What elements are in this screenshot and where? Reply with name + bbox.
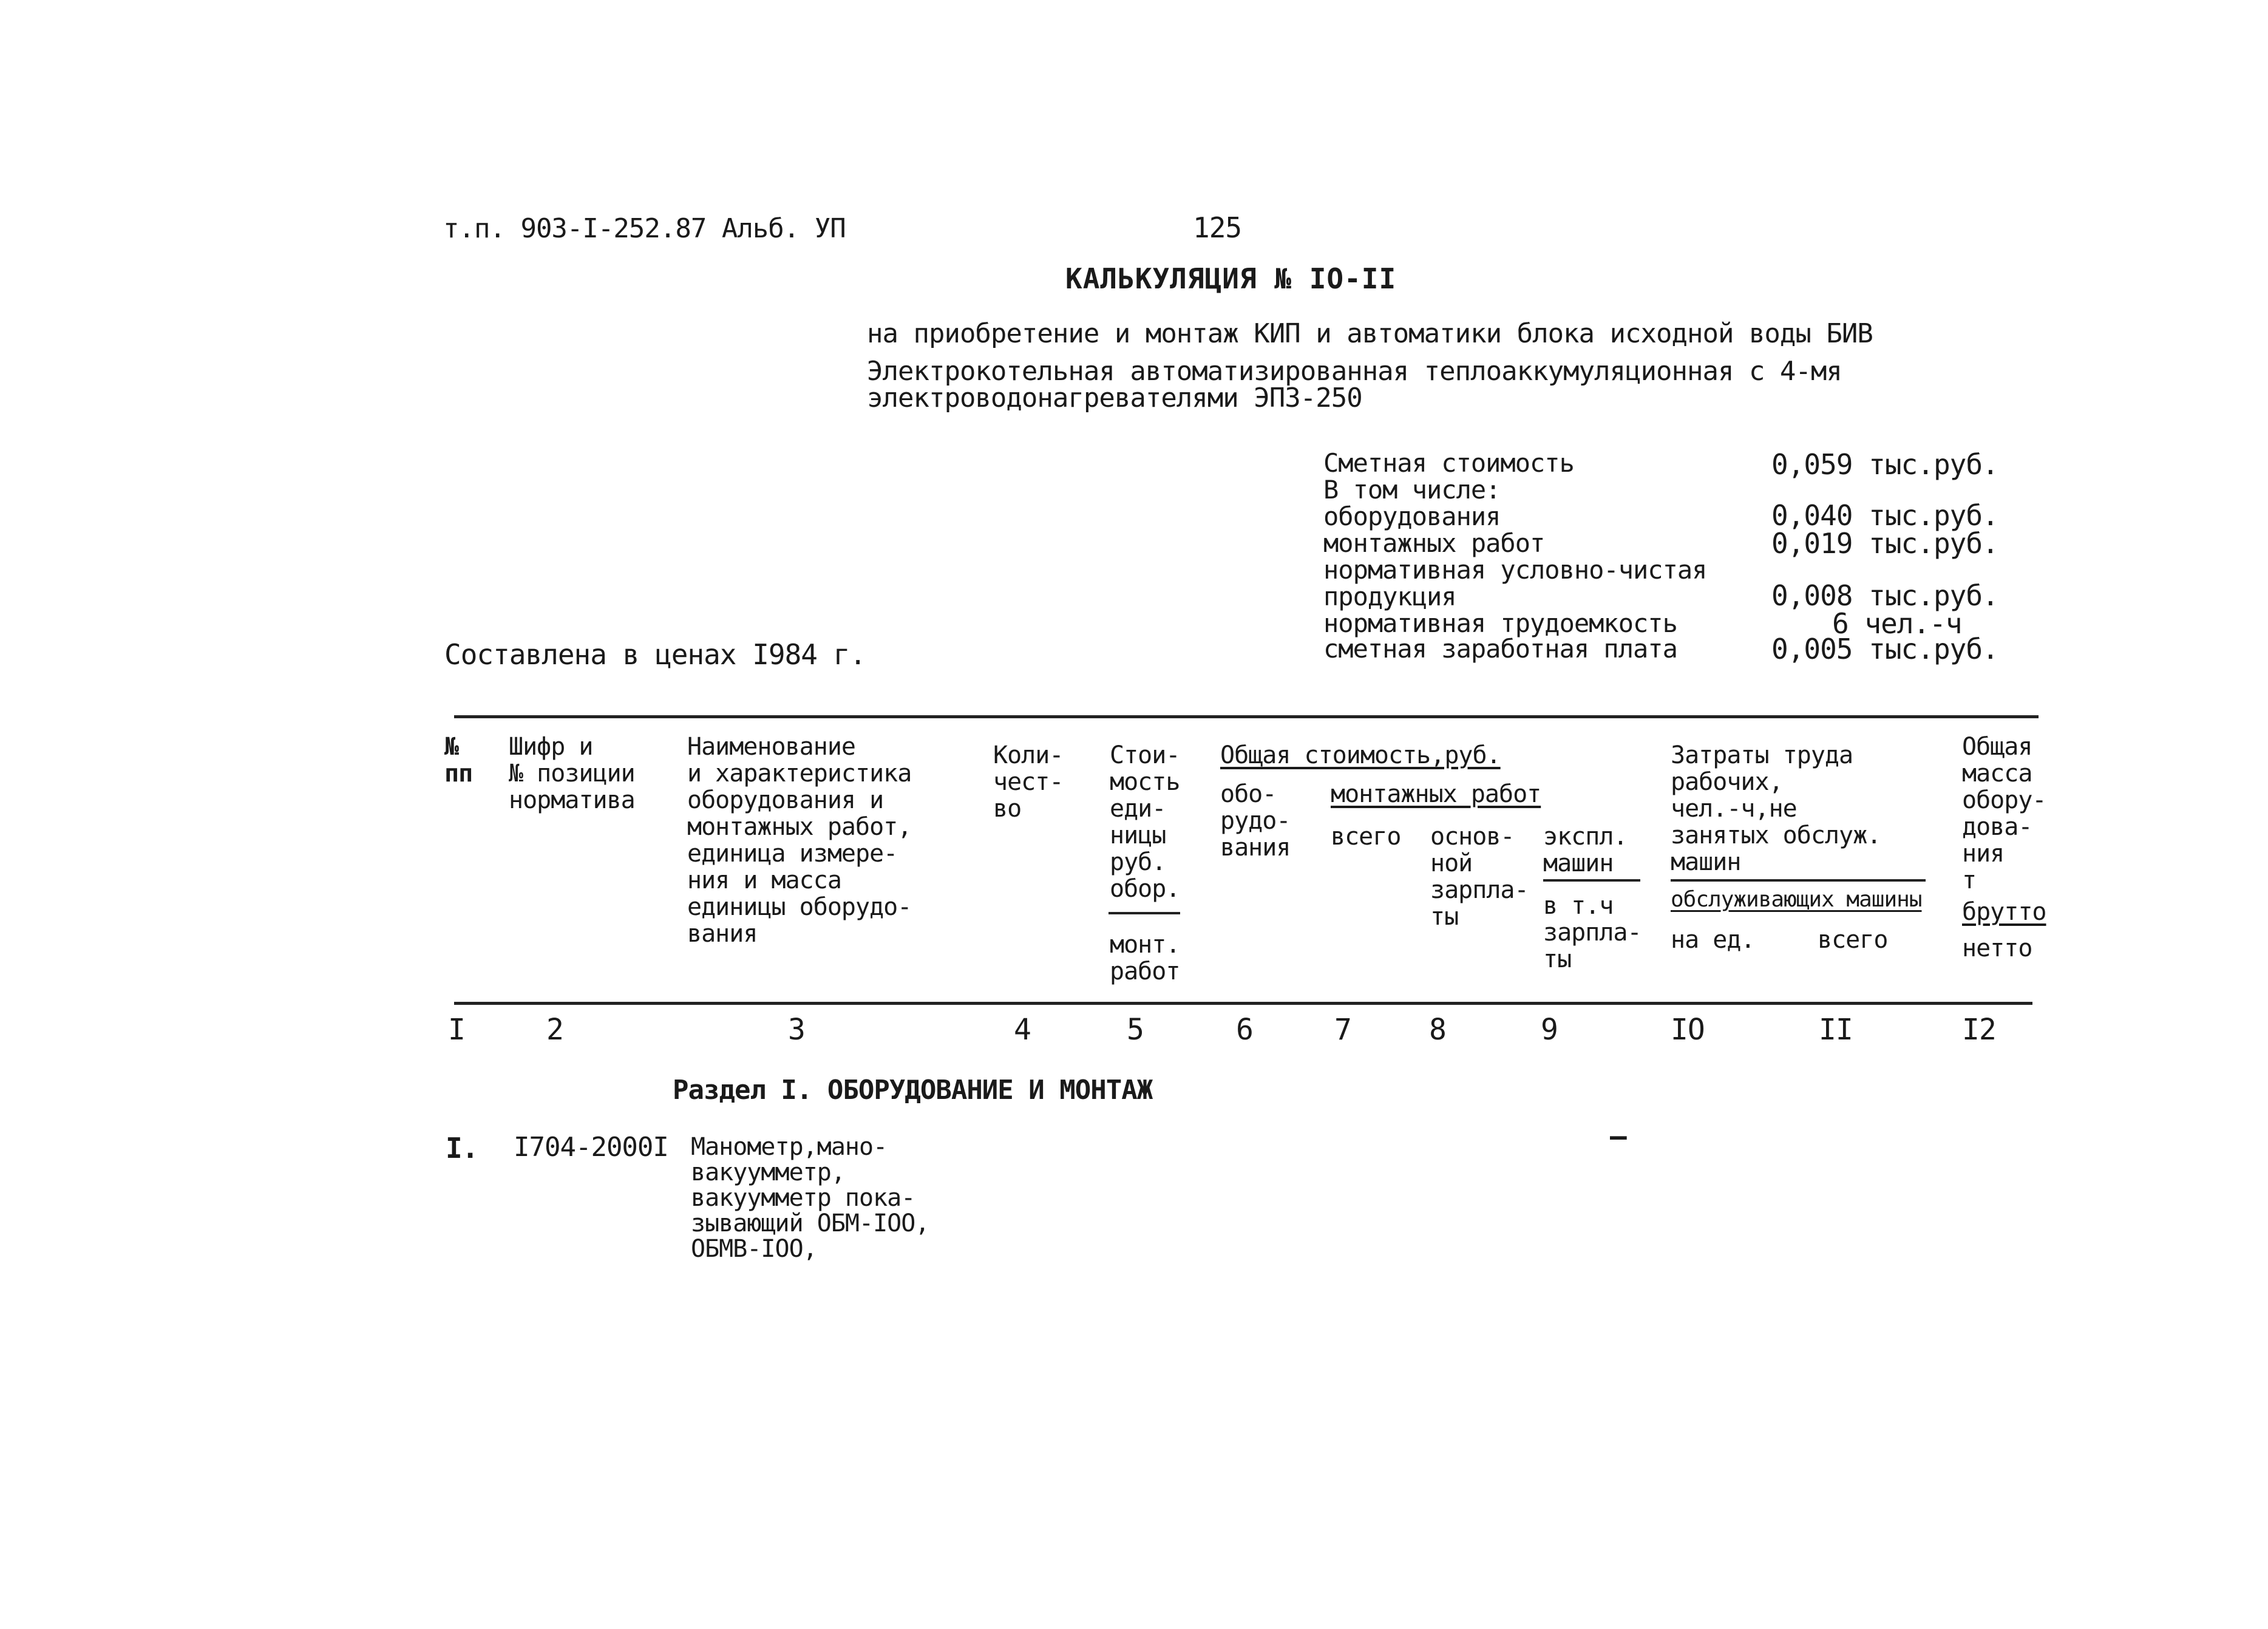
unit-cost-divider	[1109, 912, 1180, 914]
row-code: I704-2000I	[514, 1132, 668, 1163]
subtitle-line-1: на приобретение и монтаж КИП и автоматики блока исходной воды БИВ	[867, 318, 1873, 349]
summary-value: 0,040 тыс.руб.	[1771, 499, 1998, 532]
column-number: I	[448, 1013, 465, 1047]
calculation-title: КАЛЬКУЛЯЦИЯ № IO-II	[1065, 262, 1397, 295]
col-header-quantity: Коли- чест- во	[993, 741, 1064, 823]
page-number: 125	[1193, 211, 1242, 244]
column-number: IO	[1671, 1013, 1705, 1047]
machine-divider	[1543, 879, 1640, 882]
col-header-name: Наименование и характеристика оборудования и монтажных работ, единица измере- ния и масса единицы оборудо- вания	[687, 733, 912, 948]
summary-value: 0,019 тыс.руб.	[1771, 527, 1998, 560]
col-header-net: нетто	[1962, 934, 2032, 962]
summary-label: оборудования	[1323, 502, 1501, 531]
summary-label: нормативная условно-чистая	[1323, 555, 1707, 585]
summary-value: 0,005 тыс.руб.	[1771, 633, 1998, 665]
col-header-total-cost: Общая стоимость,руб.	[1220, 741, 1501, 769]
row-name: Манометр,мано- вакуумметр, вакуумметр пока- зывающий ОБМ-IOO, ОБМВ-IOO,	[691, 1133, 929, 1263]
column-number: 7	[1334, 1013, 1351, 1047]
column-number: 5	[1127, 1013, 1144, 1047]
col-header-unit-cost: Стои- мость еди- ницы руб. обор.	[1110, 741, 1180, 903]
table-top-rule	[454, 715, 2039, 718]
col-header-machine-operation: экспл. машин	[1543, 823, 1628, 877]
summary-label: монтажных работ	[1323, 528, 1545, 558]
summary-label: нормативная трудоемкость	[1323, 608, 1677, 638]
column-number: 2	[546, 1013, 563, 1047]
col-header-labor-machines: обслуживающих машины	[1671, 887, 1922, 912]
row-number: I.	[446, 1132, 478, 1165]
subtitle-line-3: электроводонагревателями ЭПЗ-250	[867, 383, 1362, 413]
row-dash: —	[1610, 1120, 1626, 1152]
document-reference: т.п. 903-I-252.87 Альб. УП	[443, 213, 846, 244]
col-header-labor-total: всего	[1818, 926, 1888, 954]
col-header-code: Шифр и № позиции норматива	[509, 733, 635, 814]
summary-label: В том числе:	[1323, 475, 1501, 505]
prices-year-note: Составлена в ценах I984 г.	[444, 638, 866, 671]
col-header-per-unit: на ед.	[1671, 926, 1755, 954]
column-number: 9	[1541, 1013, 1558, 1047]
col-header-machine-salary: в т.ч зарпла- ты	[1543, 892, 1642, 973]
summary-label: сметная заработная плата	[1323, 634, 1677, 664]
col-header-labor-costs: Затраты труда рабочих, чел.-ч,не занятых обслуж. машин	[1671, 741, 1881, 876]
column-number: 4	[1014, 1013, 1031, 1047]
col-header-mass: Общая масса обору- дова- ния т	[1962, 733, 2046, 894]
summary-value: 0,008 тыс.руб.	[1771, 579, 1998, 612]
column-number: 8	[1429, 1013, 1446, 1047]
summary-label: Сметная стоимость	[1323, 448, 1574, 478]
column-number: I2	[1962, 1013, 1996, 1047]
labor-divider	[1671, 879, 1926, 882]
col-header-mounting-works: монтажных работ	[1331, 780, 1541, 808]
col-header-unit-cost-mount: монт. работ	[1110, 931, 1180, 985]
summary-label: продукция	[1323, 582, 1456, 611]
col-header-gross: брутто	[1962, 898, 2046, 926]
column-number: 6	[1236, 1013, 1253, 1047]
col-header-equipment: обо- рудо- вания	[1220, 780, 1291, 862]
col-header-number: № пп	[444, 733, 473, 787]
column-numbers-rule	[454, 1002, 2032, 1005]
col-header-base-salary: основ- ной зарпла- ты	[1430, 823, 1529, 931]
summary-value: 0,059 тыс.руб.	[1771, 448, 1998, 481]
column-number: 3	[788, 1013, 805, 1047]
subtitle-line-2: Электрокотельная автоматизированная теплоаккумуляционная с 4-мя	[867, 356, 1842, 387]
column-number: II	[1819, 1013, 1853, 1047]
summary-value: 6 чел.-ч	[1832, 607, 1962, 640]
section-title: Раздел I. ОБОРУДОВАНИЕ И МОНТАЖ	[673, 1075, 1153, 1106]
col-header-total: всего	[1331, 823, 1401, 851]
